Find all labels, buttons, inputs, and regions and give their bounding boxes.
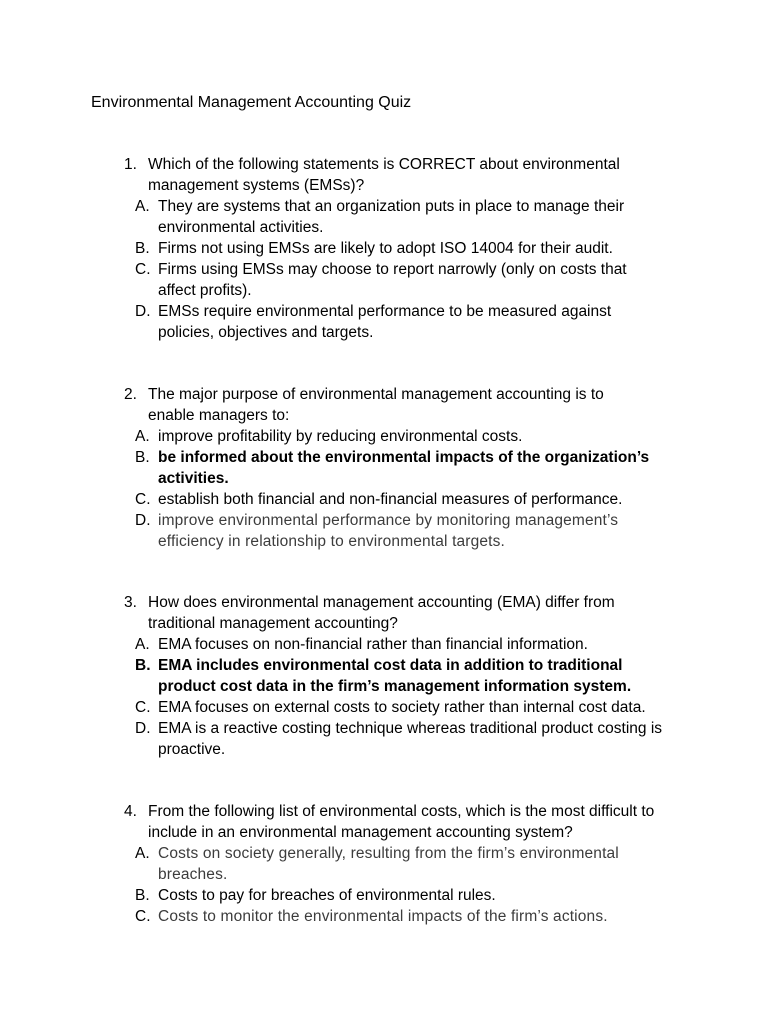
answer-option-a xyxy=(0,634,768,655)
question-prompt xyxy=(0,384,768,426)
document-title: Environmental Management Accounting Quiz xyxy=(91,94,412,111)
answer-text: be informed about the environmental impacts of the organization’s activities. xyxy=(158,449,650,487)
question-4 xyxy=(0,801,768,927)
answer-option-d xyxy=(0,510,768,552)
answer-text: EMA is a reactive costing technique whereas traditional product costing is proactive. xyxy=(158,720,663,758)
answer-text: EMA includes environmental cost data in addition to traditional product cost data in the firm’s management information system. xyxy=(158,657,632,695)
answer-option-a xyxy=(0,843,768,885)
answer-letter: C. xyxy=(135,908,151,925)
answer-option-b xyxy=(0,655,768,697)
answer-letter: A. xyxy=(135,636,150,653)
question-1 xyxy=(0,154,768,343)
answer-letter: B. xyxy=(135,657,151,674)
answer-letter: C. xyxy=(135,491,151,508)
answer-text: EMA focuses on non-financial rather than financial information. xyxy=(158,636,588,653)
answer-letter: D. xyxy=(135,303,151,320)
answer-text: EMA focuses on external costs to society rather than internal cost data. xyxy=(158,699,646,716)
answer-option-c xyxy=(0,697,768,718)
answer-option-d xyxy=(0,301,768,343)
answer-option-c xyxy=(0,489,768,510)
answer-option-b xyxy=(0,885,768,906)
answer-letter: D. xyxy=(135,720,151,737)
question-3 xyxy=(0,592,768,760)
answer-letter: B. xyxy=(135,449,150,466)
question-prompt xyxy=(0,154,768,196)
answer-option-c xyxy=(0,259,768,301)
answer-text: Costs to pay for breaches of environmental rules. xyxy=(158,887,496,904)
answer-letter: B. xyxy=(135,887,150,904)
answer-option-b xyxy=(0,238,768,259)
question-2 xyxy=(0,384,768,552)
question-number: 1. xyxy=(124,156,137,173)
question-text: From the following list of environmental costs, which is the most difficult to include in an environmental management accounting system? xyxy=(148,803,655,841)
answer-text: They are systems that an organization puts in place to manage their environmental activities. xyxy=(158,198,625,236)
question-text: How does environmental management accounting (EMA) differ from traditional management accounting? xyxy=(148,594,615,632)
answer-text: Costs on society generally, resulting from the firm’s environmental breaches. xyxy=(158,845,619,883)
question-prompt xyxy=(0,801,768,843)
question-number: 3. xyxy=(124,594,137,611)
answer-letter: C. xyxy=(135,699,151,716)
question-prompt xyxy=(0,592,768,634)
answer-option-a xyxy=(0,196,768,238)
answer-letter: C. xyxy=(135,261,151,278)
answer-text: Firms using EMSs may choose to report narrowly (only on costs that affect profits). xyxy=(158,261,627,299)
answer-letter: D. xyxy=(135,512,151,529)
answer-text: Costs to monitor the environmental impacts of the firm’s actions. xyxy=(158,908,608,925)
question-number: 4. xyxy=(124,803,137,820)
answer-letter: B. xyxy=(135,240,150,257)
question-number: 2. xyxy=(124,386,137,403)
question-text: Which of the following statements is CORRECT about environmental management systems (EMSs)? xyxy=(148,156,620,194)
answer-option-b xyxy=(0,447,768,489)
answer-text: improve profitability by reducing environmental costs. xyxy=(158,428,523,445)
answer-option-a xyxy=(0,426,768,447)
answer-option-c xyxy=(0,906,768,927)
answer-option-d xyxy=(0,718,768,760)
answer-letter: A. xyxy=(135,428,150,445)
answer-letter: A. xyxy=(135,845,150,862)
answer-text: EMSs require environmental performance to be measured against policies, objectives and targets. xyxy=(158,303,612,341)
answer-text: Firms not using EMSs are likely to adopt ISO 14004 for their audit. xyxy=(158,240,613,257)
answer-letter: A. xyxy=(135,198,150,215)
answer-text: improve environmental performance by monitoring management’s efficiency in relationship to environmental targets. xyxy=(158,512,619,550)
question-text: The major purpose of environmental management accounting is to enable managers to: xyxy=(148,386,604,424)
answer-text: establish both financial and non-financial measures of performance. xyxy=(158,491,623,508)
